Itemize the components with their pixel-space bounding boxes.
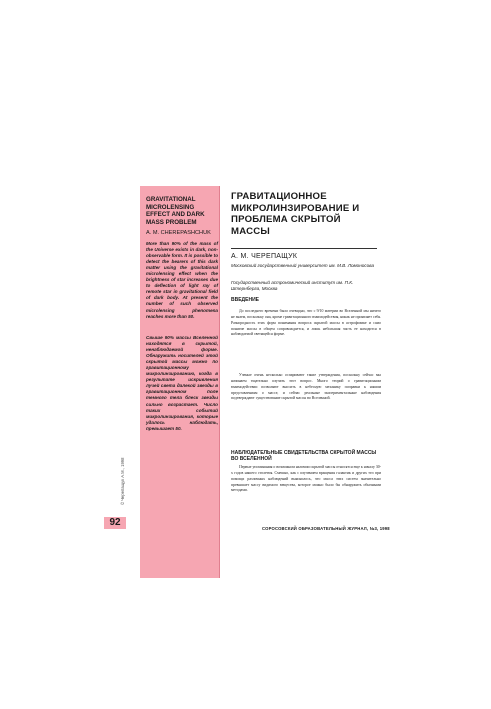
column-divider: [219, 186, 220, 578]
journal-footer: СОРОСОВСКИЙ ОБРАЗОВАТЕЛЬНЫЙ ЖУРНАЛ, №3, 1998: [262, 526, 390, 531]
english-abstract: More than 90% of the mass of the Universe exists in dark, non-observable form. It is possible to detect the bearers of this dark matter using the gravitational microlensing effect when the brightness of star increases due to deflection of light ray of remote star in gravitational field of dark body. At present the number of such observed microlensing phenomena reaches more than 50.: [146, 241, 218, 319]
page-number: 92: [104, 517, 126, 529]
section-heading-intro: ВВЕДЕНИЕ: [231, 297, 259, 303]
section-heading-evidence: НАБЛЮДАТЕЛЬНЫЕ СВИДЕТЕЛЬСТВА СКРЫТОЙ МАССЫ ВО ВСЕЛЕННОЙ: [231, 450, 377, 462]
affiliation-2: Государственный астрономический институт им. П.К. Штернберга, Москва: [231, 280, 354, 291]
article-author: А. М. ЧЕРЕПАЩУК: [231, 253, 298, 260]
english-title: GRAVITATIONAL MICROLENSING EFFECT AND DARK MASS PROBLEM: [146, 196, 205, 226]
body-paragraph: Первые упоминания о возможном наличии скрытой массы относятся еще к началу 30-х годов нашего столетия. Смешно, как с изучением вращения галактик и других тел при помощи различных наблюдений выяснилось, что масса этих систем значительно превышает массу видимого вещества, которое можно было бы обнаружить обычными методами.: [231, 465, 381, 493]
affiliation-1: Московский государственный университет им. М.В. Ломоносова: [231, 263, 374, 268]
body-paragraph: Ученые очень несколько оспаривают такие утверждения, поскольку сейчас мы начинаем тщательно изучать этот вопрос. Много теорий о гравитационном взаимодействии позволяют вносить в небесную механику поправки к нашим представлениям о массе, и сейчас реальные экспериментальные наблюдения подтверждают существование скрытой массы во Вселенной.: [231, 373, 381, 401]
english-author: A. M. CHEREPASHCHUK: [146, 230, 211, 236]
russian-abstract: Свыше 90% массы Вселенной находятся в скрытой, ненаблюдаемой форме. Обнаружить носителей этой скрытой массы можно по гравитационному микролинзированию, когда в результате искривления лучей света далекой звезды в гравитационном поле темного тела блеск звезды сильно возрастает. Число таких событий микролинзирования, которые удалось наблюдать, превышает 50.: [146, 335, 218, 431]
body-paragraph: До последнего времени было очевидно, что с 9/10 материи во Вселенной мы ничего не знаем, поскольку она, кроме гравитационного взаимодействия, никак не проявляет себя. Разнородность этих форм понимания вопроса скрытой массы в астрофизике и само понятие массы в общем сопровождается, и лишь небольшая часть ее находится в наблюдаемой светящейся форме.: [231, 309, 381, 337]
copyright-credit: © Черепащук А.М., 1998: [120, 457, 125, 505]
article-title: ГРАВИТАЦИОННОЕ МИКРОЛИНЗИРОВАНИЕ И ПРОБЛЕМА СКРЫТОЙ МАССЫ: [231, 191, 360, 237]
title-rule: [231, 248, 377, 249]
